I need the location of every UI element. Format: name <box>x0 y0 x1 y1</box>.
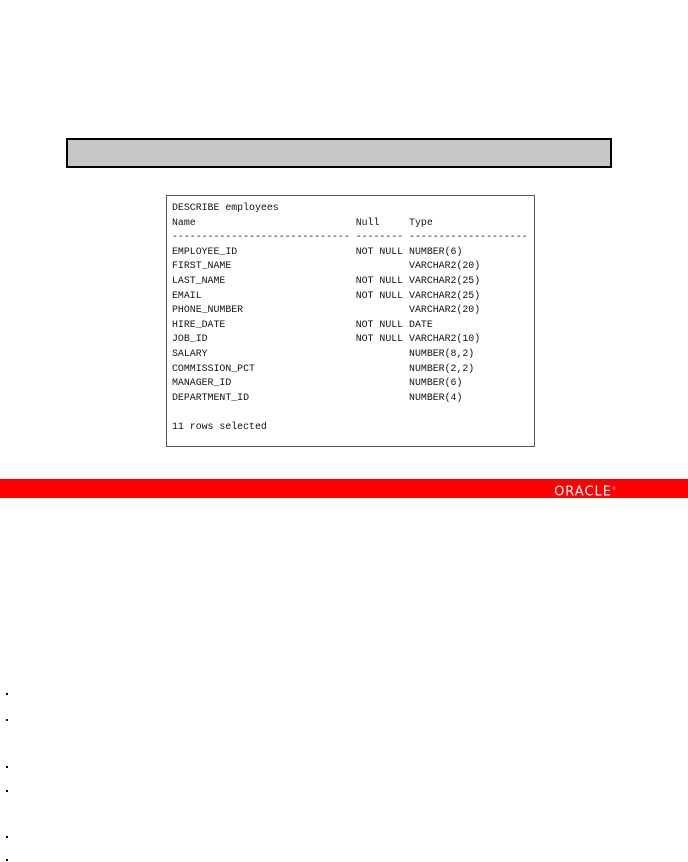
bullet-marker <box>6 836 8 838</box>
bullet-marker <box>6 859 8 861</box>
oracle-logo-text: ORACLE <box>554 484 612 500</box>
registered-mark: ® <box>612 486 616 491</box>
sql-rows-selected-line: 11 rows selected <box>172 420 267 432</box>
sql-command-line: DESCRIBE employees <box>172 202 279 213</box>
bullet-marker <box>6 693 8 695</box>
sql-row-manager-id: MANAGER_ID NUMBER(6) <box>172 377 463 389</box>
slide-title-bar <box>66 138 612 168</box>
sql-blank-line <box>172 405 528 420</box>
sql-row-commission-pct: COMMISSION_PCT NUMBER(2,2) <box>172 362 475 374</box>
sql-output-panel <box>166 195 535 447</box>
sql-header-line: Name Null Type <box>172 216 433 228</box>
sql-separator-line: ------------------------------ -------- -------------------- <box>172 231 528 243</box>
bullet-marker <box>6 790 8 792</box>
sql-row-employee-id: EMPLOYEE_ID NOT NULL NUMBER(6) <box>172 245 463 257</box>
sql-row-email: EMAIL NOT NULL VARCHAR2(25) <box>172 289 481 301</box>
oracle-logo <box>554 481 616 499</box>
oracle-footer-band <box>0 479 688 498</box>
sql-row-hire-date: HIRE_DATE NOT NULL DATE <box>172 318 433 330</box>
sql-output-text <box>172 201 528 435</box>
sql-row-job-id: JOB_ID NOT NULL VARCHAR2(10) <box>172 333 481 345</box>
sql-row-first-name: FIRST_NAME VARCHAR2(20) <box>172 260 481 272</box>
bullet-marker <box>6 719 8 721</box>
sql-row-phone-number: PHONE_NUMBER VARCHAR2(20) <box>172 304 481 316</box>
sql-row-department-id: DEPARTMENT_ID NUMBER(4) <box>172 391 463 403</box>
sql-row-salary: SALARY NUMBER(8,2) <box>172 347 475 359</box>
sql-row-last-name: LAST_NAME NOT NULL VARCHAR2(25) <box>172 274 481 286</box>
bullet-marker <box>6 766 8 768</box>
